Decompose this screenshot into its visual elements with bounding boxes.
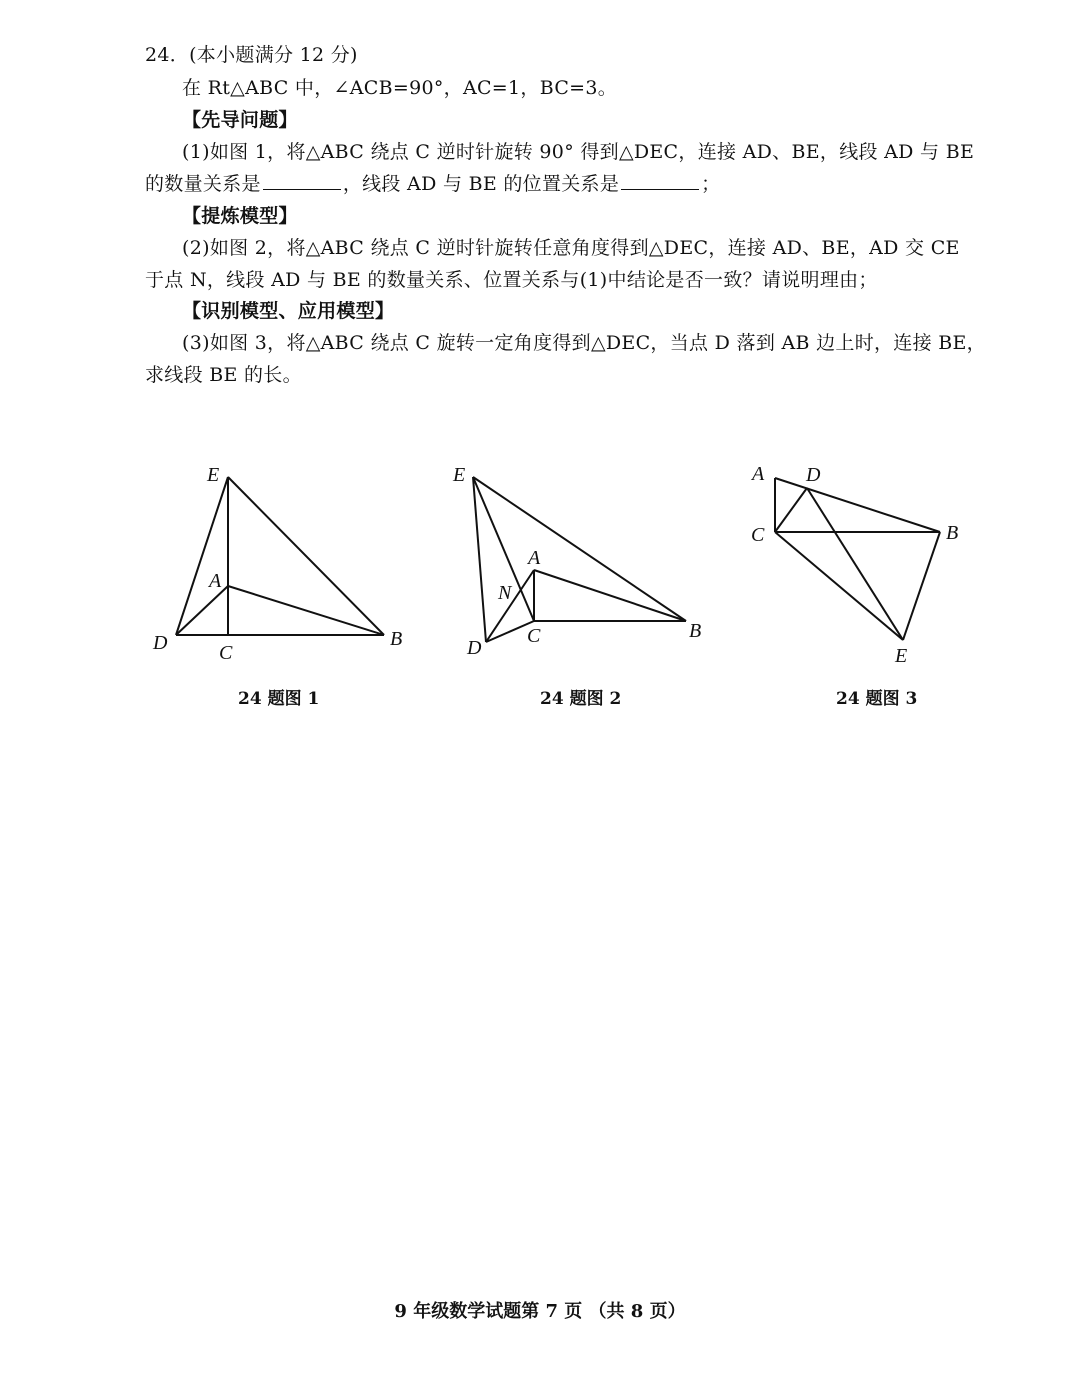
section-title-3: 【识别模型、应用模型】 bbox=[182, 300, 395, 322]
section-title-1: 【先导问题】 bbox=[182, 109, 298, 131]
fig2-label-c: C bbox=[527, 625, 541, 647]
fig2-label-d: D bbox=[467, 637, 482, 659]
fig3-label-b: B bbox=[946, 522, 959, 544]
fig3-label-d: D bbox=[806, 464, 821, 486]
fig1-label-e: E bbox=[207, 464, 220, 486]
part2-line1: (2)如图 2，将△ABC 绕点 C 逆时针旋转任意角度得到△DEC，连接 AD、BE，AD 交 CE bbox=[182, 237, 960, 259]
figure-2-caption: 24 题图 2 bbox=[540, 689, 622, 709]
fig2-label-n: N bbox=[498, 582, 512, 604]
fig3-label-c: C bbox=[751, 524, 765, 546]
figure-3-drawing bbox=[775, 478, 940, 640]
question-intro: 在 Rt△ABC 中，∠ACB=90°，AC=1，BC=3。 bbox=[182, 77, 618, 99]
part3-line1: (3)如图 3，将△ABC 绕点 C 旋转一定角度得到△DEC，当点 D 落到 AB 边上时，连接 BE， bbox=[182, 332, 986, 354]
fig1-label-b: B bbox=[390, 628, 403, 650]
part1-text-c: ； bbox=[701, 173, 721, 195]
fig1-label-a: A bbox=[209, 570, 222, 592]
part1-line1: (1)如图 1，将△ABC 绕点 C 逆时针旋转 90° 得到△DEC，连接 AD、BE，线段 AD 与 BE bbox=[182, 141, 975, 163]
fig3-label-a: A bbox=[752, 463, 765, 485]
figure-1-caption: 24 题图 1 bbox=[238, 689, 320, 709]
fig3-label-e: E bbox=[895, 645, 908, 667]
part3-line2: 求线段 BE 的长。 bbox=[145, 364, 302, 386]
fig1-label-d: D bbox=[153, 632, 168, 654]
fig1-label-c: C bbox=[219, 642, 233, 664]
fig2-label-a: A bbox=[528, 547, 541, 569]
part1-text-a: 的数量关系是 bbox=[145, 173, 261, 195]
figure-3-caption: 24 题图 3 bbox=[836, 689, 918, 709]
part2-line2: 于点 N，线段 AD 与 BE 的数量关系、位置关系与(1)中结论是否一致？请说明理由； bbox=[145, 269, 878, 291]
figure-1-drawing bbox=[176, 477, 384, 635]
fig2-label-b: B bbox=[689, 620, 702, 642]
figure-2-drawing bbox=[473, 477, 686, 642]
section-title-2: 【提炼模型】 bbox=[182, 205, 298, 227]
part1-text-b: ，线段 AD 与 BE 的位置关系是 bbox=[342, 173, 620, 195]
question-header: 24．(本小题满分 12 分) bbox=[145, 44, 358, 66]
fig2-label-e: E bbox=[453, 464, 466, 486]
page-footer: 9 年级数学试题第 7 页 （共 8 页） bbox=[394, 1301, 686, 1322]
